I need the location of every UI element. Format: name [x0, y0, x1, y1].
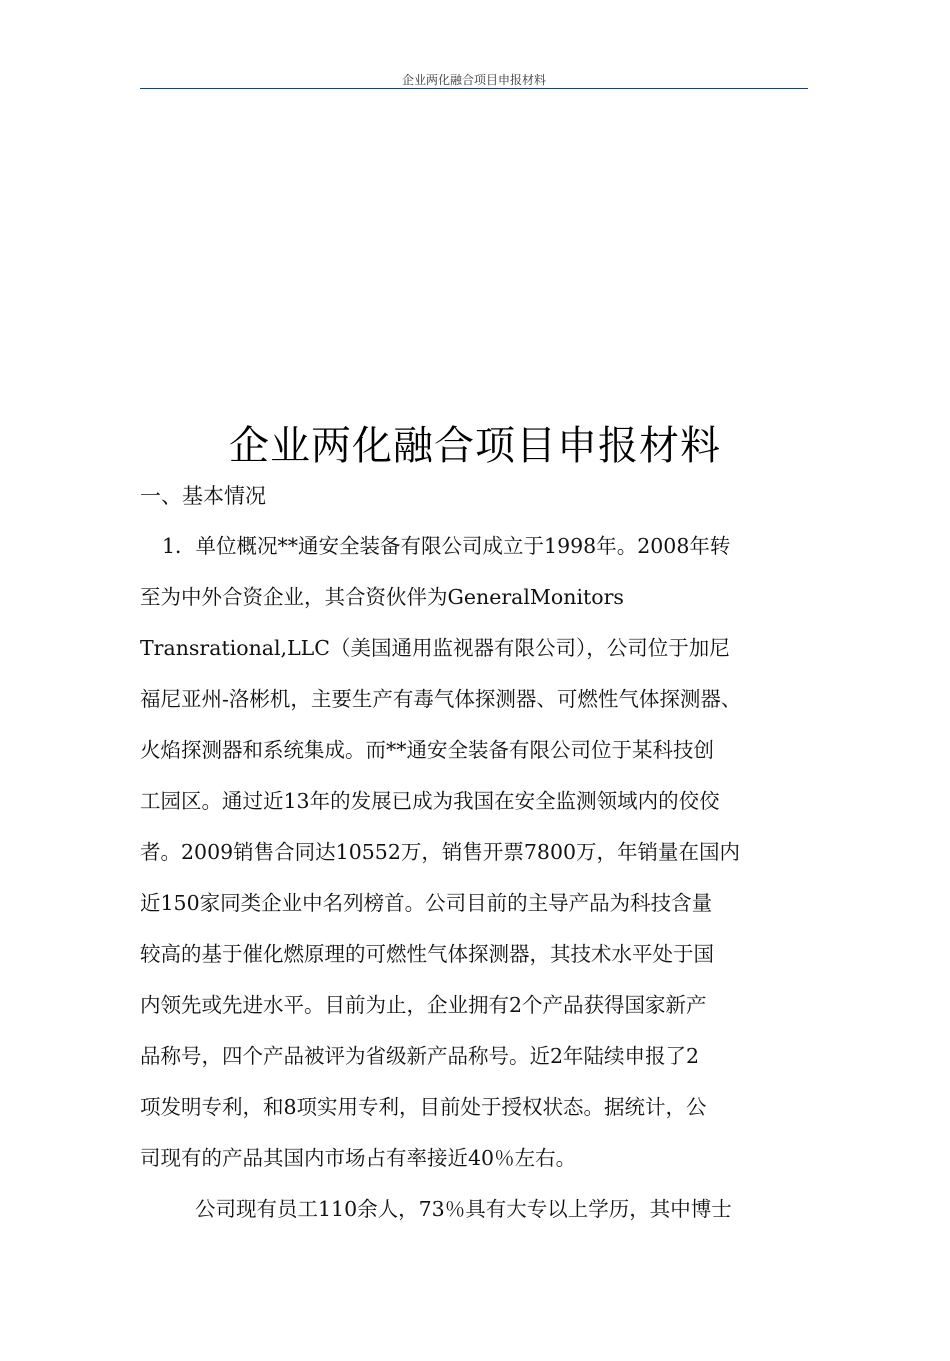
body-text	[140, 530, 830, 1244]
section-heading: 一、基本情况	[140, 484, 266, 508]
paragraph-line: 项发明专利，和8项实用专利，目前处于授权状态。据统计，公	[140, 1095, 707, 1119]
paragraph-line: Transrational,LLC（美国通用监视器有限公司），公司位于加尼	[140, 636, 730, 660]
paragraph-line: 较高的基于催化燃原理的可燃性气体探测器，其技术水平处于国	[140, 942, 714, 966]
paragraph-line: 公司现有员工110余人，73％具有大专以上学历，其中博士	[195, 1197, 732, 1221]
paragraph-line: 内领先或先进水平。目前为止，企业拥有2个产品获得国家新产	[140, 993, 707, 1017]
paragraph-line: 火焰探测器和系统集成。而**通安全装备有限公司位于某科技创	[140, 738, 714, 762]
paragraph-line: 者。2009销售合同达10552万，销售开票7800万，年销量在国内	[140, 840, 741, 864]
header-text: 企业两化融合项目申报材料	[401, 73, 546, 87]
paragraph-line: 至为中外合资企业，其合资伙伴为GeneralMonitors	[140, 585, 624, 609]
paragraph-line: 福尼亚州-洛彬机，主要生产有毒气体探测器、可燃性气体探测器、	[140, 687, 742, 711]
paragraph-line: 工园区。通过近13年的发展已成为我国在安全监测领域内的佼佼	[140, 789, 720, 813]
paragraph-line: 近150家同类企业中名列榜首。公司目前的主导产品为科技含量	[140, 891, 713, 915]
paragraph-line: 司现有的产品其国内市场占有率接近40％左右。	[140, 1146, 577, 1170]
paragraph-line: 1．单位概况**通安全装备有限公司成立于1998年。2008年转	[162, 534, 731, 558]
document-title: 企业两化融合项目申报材料	[229, 423, 721, 469]
page-header	[140, 72, 808, 89]
paragraph-line: 品称号，四个产品被评为省级新产品称号。近2年陆续申报了2	[140, 1044, 700, 1068]
